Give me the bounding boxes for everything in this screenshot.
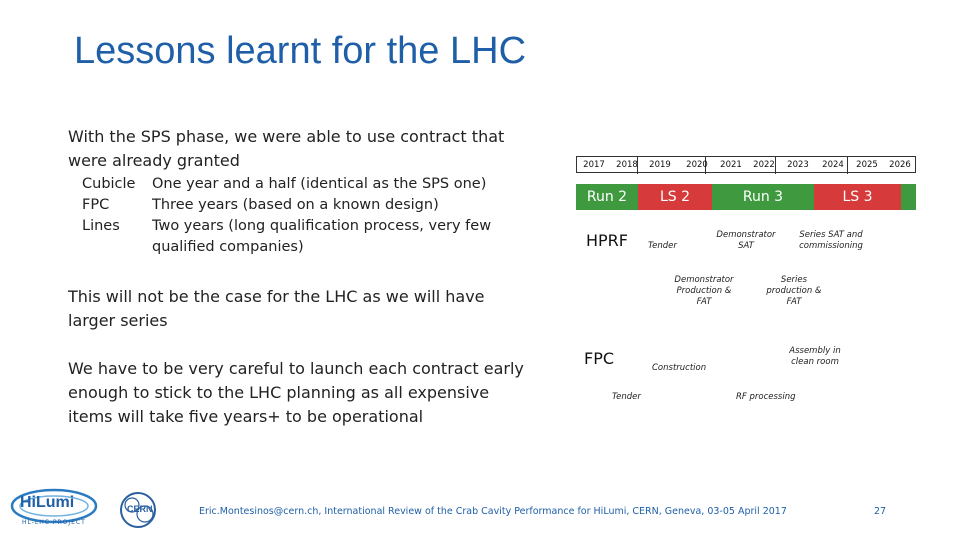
fpc-construction-label: Construction <box>652 363 707 373</box>
list-term: FPC <box>82 197 110 213</box>
footer-text: Eric.Montesinos@cern.ch, International Review of the Crab Cavity Performance for HiLumi, CERN, Geneva, 03-05 April 2017 <box>199 506 787 517</box>
timeline <box>576 156 916 216</box>
hprf-demo-sat-label: Demonstrator SAT <box>716 230 776 251</box>
hilumi-logo-subtext: HL-LHC PROJECT <box>22 519 86 526</box>
list-item <box>82 174 522 195</box>
year-label: 2022 <box>753 160 775 170</box>
phase-run-4 <box>901 184 916 210</box>
year-label: 2021 <box>720 160 742 170</box>
year-label: 2023 <box>787 160 809 170</box>
fpc-assembly-label: Assembly in clean room <box>789 346 841 367</box>
list-term: Lines <box>82 218 120 234</box>
cern-logo-text: CERN <box>127 504 153 514</box>
year-label: 2019 <box>649 160 671 170</box>
intro-paragraph: With the SPS phase, we were able to use contract that were already granted <box>68 127 505 170</box>
list-desc: Three years (based on a known design) <box>152 197 439 213</box>
fpc-rf-processing-label: RF processing <box>736 392 796 402</box>
fpc-tender-label: Tender <box>612 392 641 402</box>
paragraph-planning: We have to be very careful to launch each contract early enough to stick to the LHC planning as all expensive items will take five years+ to be operational <box>68 359 524 426</box>
list-term: Cubicle <box>82 176 136 192</box>
list-desc: Two years (long qualification process, very few qualified companies) <box>152 218 492 255</box>
hprf-demo-production-label: Demonstrator Production & FAT <box>674 275 734 307</box>
hprf-label: HPRF <box>586 231 628 250</box>
cern-logo <box>118 490 158 530</box>
year-label: 2018 <box>616 160 638 170</box>
phase-run-2: Run 2 <box>576 184 638 210</box>
year-label: 2026 <box>889 160 911 170</box>
phase-run-3: Run 3 <box>712 184 814 210</box>
hilumi-logo <box>8 486 100 530</box>
contract-list <box>82 174 522 258</box>
hprf-series-sat-label: Series SAT and commissioning <box>799 230 863 251</box>
list-item <box>82 216 522 258</box>
year-label: 2020 <box>686 160 708 170</box>
timeline-year-bar <box>576 156 916 173</box>
hilumi-logo-text: HiLumi <box>20 494 75 511</box>
page-title: Lessons learnt for the LHC <box>74 30 527 72</box>
paragraph-larger-series: This will not be the case for the LHC as we will have larger series <box>68 287 485 330</box>
hprf-series-production-label: Series production & FAT <box>766 275 822 307</box>
year-label: 2017 <box>583 160 605 170</box>
phase-ls-2: LS 2 <box>638 184 712 210</box>
list-item <box>82 195 522 216</box>
list-desc: One year and a half (identical as the SPS one) <box>152 176 487 192</box>
fpc-label: FPC <box>584 349 615 368</box>
phase-ls-3: LS 3 <box>814 184 901 210</box>
hprf-tender-label: Tender <box>648 241 677 251</box>
page-number: 27 <box>874 506 887 517</box>
phase-bar <box>576 184 916 210</box>
year-label: 2024 <box>822 160 844 170</box>
year-label: 2025 <box>856 160 878 170</box>
